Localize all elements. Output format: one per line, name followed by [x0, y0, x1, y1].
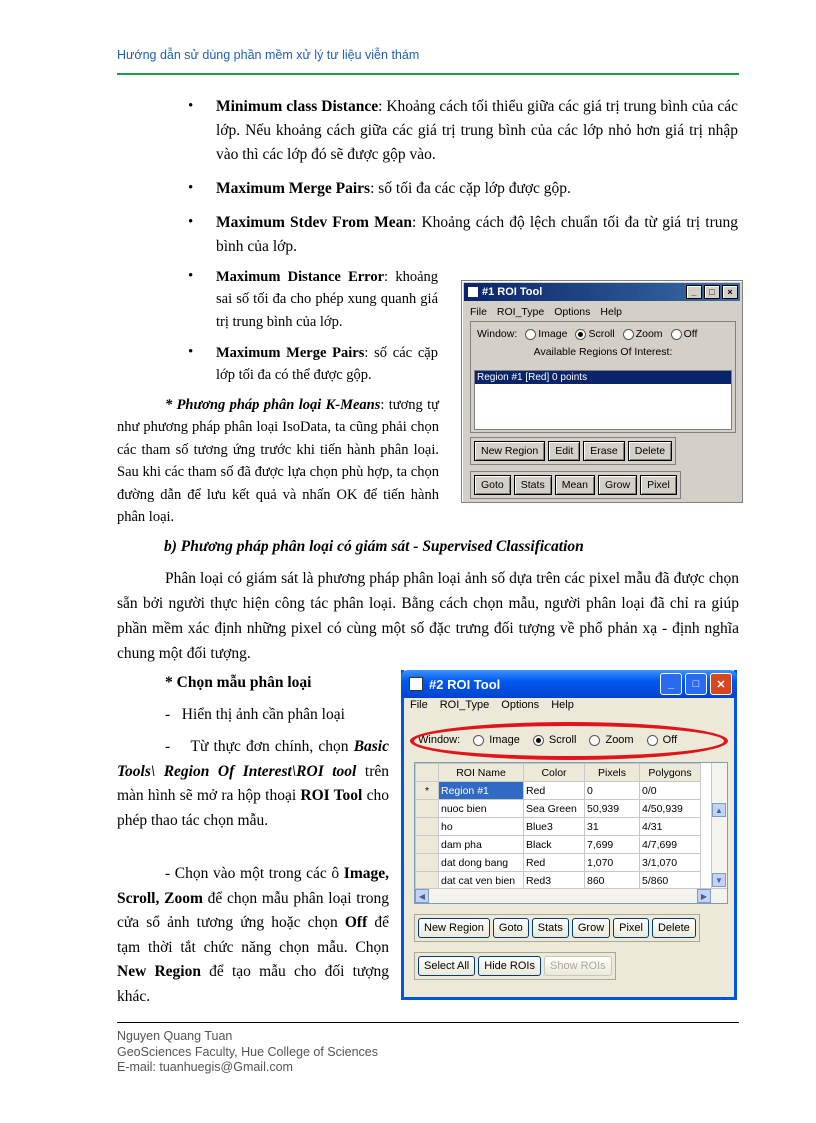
roi-tool-1-button-row-1 [470, 437, 676, 465]
erase-button[interactable]: Erase [583, 441, 624, 461]
sample-step-1: - Hiển thị ảnh cần phân loại [165, 706, 345, 723]
footer [117, 1029, 378, 1076]
footer-author: Nguyen Quang Tuan [117, 1029, 233, 1043]
roi-pixels-cell: 0 [585, 782, 640, 800]
bullet-dot: • [188, 214, 194, 230]
row-marker [416, 800, 439, 818]
supervised-paragraph: Phân loại có giám sát là phương pháp phân loại ảnh số dựa trên các pixel mẫu đã được chọn sẵn bởi người thực hiện công tác phân loại. Bằng cách chọn mẫu, người phân loại đã chỉ ra giúp phần mềm xác định những pixel có cùng một số đặc trưng đối tượng về phổ phản xạ - định nghĩa chung một đối tượng. [117, 570, 739, 662]
radio-zoom[interactable]: Zoom [589, 734, 633, 746]
roi-name-cell[interactable]: dam pha [439, 836, 524, 854]
roi-name-cell[interactable]: ho [439, 818, 524, 836]
scroll-down-icon[interactable]: ▼ [712, 873, 726, 887]
bullet-dot: • [188, 344, 194, 360]
roi-polygons-cell: 5/860 [640, 872, 701, 890]
delete-button[interactable]: Delete [652, 918, 696, 938]
row-marker: * [416, 782, 439, 800]
row-marker [416, 836, 439, 854]
menu-roi-type[interactable]: ROI_Type [496, 306, 545, 318]
bullet-max-stdev: Maximum Stdev From Mean: Khoảng cách độ lệch chuẩn tối đa từ giá trị trung bình của lớp. [216, 214, 738, 255]
bullet-dot: • [188, 98, 194, 114]
show-rois-button: Show ROIs [544, 956, 612, 976]
row-marker [416, 872, 439, 890]
indent-spacer [170, 288, 216, 328]
scroll-up-icon[interactable]: ▲ [712, 803, 726, 817]
column-header-name[interactable]: ROI Name [439, 764, 524, 782]
table-row[interactable] [416, 800, 701, 818]
grow-button[interactable]: Grow [598, 475, 637, 495]
roi-polygons-cell: 3/1,070 [640, 854, 701, 872]
select-all-button[interactable]: Select All [418, 956, 475, 976]
row-marker [416, 854, 439, 872]
roi-table [414, 762, 728, 904]
radio-image[interactable]: Image [525, 328, 567, 340]
bullet-dot: • [188, 268, 194, 284]
goto-button[interactable]: Goto [474, 475, 511, 495]
maximize-icon[interactable]: □ [704, 285, 720, 299]
available-regions-label: Available Regions Of Interest: [533, 346, 673, 358]
hide-rois-button[interactable]: Hide ROIs [478, 956, 541, 976]
app-icon [468, 287, 478, 297]
radio-off[interactable]: Off [647, 734, 678, 746]
bullet-min-class-distance: Minimum class Distance: Khoảng cách tối thiểu giữa các giá trị trung bình của các lớp. Nếu khoảng cách giữa các giá trị trung bình của các lớp nhỏ hơn giá trị nhập vào thì các lớp đó sẽ được gộp vào. [216, 98, 738, 163]
roi-tool-2-menubar [410, 699, 574, 711]
delete-button[interactable]: Delete [628, 441, 672, 461]
footer-divider [117, 1022, 739, 1023]
roi-name-cell[interactable]: dat dong bang [439, 854, 524, 872]
roi-tool-1-panel [470, 321, 736, 433]
roi-color-cell[interactable]: Sea Green [524, 800, 585, 818]
roi-tool-1-titlebar[interactable] [464, 283, 740, 301]
table-row[interactable] [416, 854, 701, 872]
mean-button[interactable]: Mean [555, 475, 595, 495]
roi-color-cell[interactable]: Red [524, 782, 585, 800]
roi-tool-2-window [401, 670, 737, 1000]
menu-help[interactable]: Help [551, 699, 574, 711]
roi-name-cell[interactable]: Region #1 [439, 782, 524, 800]
bullet-dot: • [188, 180, 194, 196]
pixel-button[interactable]: Pixel [640, 475, 677, 495]
radio-image[interactable]: Image [473, 734, 520, 746]
menu-roi-type[interactable]: ROI_Type [439, 699, 490, 711]
roi-tool-1-button-row-2 [470, 471, 681, 499]
row-header-corner [416, 764, 439, 782]
table-row[interactable] [416, 872, 701, 890]
table-row[interactable] [416, 782, 701, 800]
grow-button[interactable]: Grow [572, 918, 610, 938]
roi-polygons-cell: 4/31 [640, 818, 701, 836]
menu-options[interactable]: Options [501, 699, 540, 711]
roi-pixels-cell: 860 [585, 872, 640, 890]
minimize-icon[interactable]: _ [660, 673, 682, 695]
window-label: Window: [477, 328, 518, 340]
sample-heading: * Chọn mẫu phân loại [165, 674, 312, 691]
roi-tool-2-button-row-1 [414, 914, 700, 942]
column-header-color[interactable]: Color [524, 764, 585, 782]
vertical-scrollbar[interactable] [711, 763, 727, 903]
menu-file[interactable]: File [410, 699, 428, 711]
roi-tool-1-title: #1 ROI Tool [482, 286, 543, 298]
roi-pixels-cell: 1,070 [585, 854, 640, 872]
table-row[interactable] [416, 818, 701, 836]
page-header-title: Hướng dẫn sử dùng phần mềm xử lý tư liệu viễn thám [117, 48, 420, 62]
roi-tool-1-menubar [462, 303, 742, 321]
new-region-button[interactable]: New Region [418, 918, 490, 938]
menu-file[interactable]: File [470, 306, 487, 318]
bullet-max-merge-pairs: Maximum Merge Pairs: số tối đa các cặp lớp được gộp. [216, 180, 571, 197]
roi-name-cell[interactable]: nuoc bien [439, 800, 524, 818]
goto-button[interactable]: Goto [493, 918, 529, 938]
table-row[interactable] [416, 836, 701, 854]
roi-color-cell[interactable]: Black [524, 836, 585, 854]
roi-tool-1-window [461, 280, 743, 503]
close-icon[interactable]: ✕ [710, 673, 732, 695]
horizontal-scrollbar[interactable] [415, 888, 727, 903]
bullet-max-distance-error: Maximum Distance Error: khoảng sai số tối đa cho phép xung quanh giá trị trung bình của lớp. [216, 269, 439, 330]
list-item[interactable]: Region #1 [Red] 0 points [475, 371, 731, 384]
scroll-left-icon[interactable]: ◀ [415, 889, 429, 903]
kmeans-paragraph: * Phương pháp phân loại K-Means: tương tự như phương pháp phân loại IsoData, ta cũng phải chọn các tham số tương ứng trước khi tiến hành phân loại. Sau khi các tham số đã được lựa chọn phù hợp, ta chọn đường dẫn để lưu kết quả và nhấn OK để tiến hành phân loại. [117, 397, 439, 526]
close-icon[interactable]: × [722, 285, 738, 299]
roi-tool-2-title: #2 ROI Tool [429, 676, 501, 692]
sample-step-3: - Chọn vào một trong các ô Image, Scroll, Zoom để chọn mẫu phân loại trong cửa sổ ảnh tương ứng hoặc chọn Off để tạm thời tắt chức năng chọn mẫu. Chọn New Region để tạo mẫu cho đối tượng khác. [117, 865, 389, 1005]
roi-color-cell[interactable]: Red3 [524, 872, 585, 890]
minimize-icon[interactable]: _ [686, 285, 702, 299]
highlight-ellipse [410, 722, 728, 760]
pixel-button[interactable]: Pixel [613, 918, 649, 938]
footer-email: E-mail: tuanhuegis@Gmail.com [117, 1060, 293, 1074]
new-region-button[interactable]: New Region [474, 441, 545, 461]
column-header-polygons[interactable]: Polygons [640, 764, 701, 782]
menu-help[interactable]: Help [600, 306, 622, 318]
table-header-row [416, 764, 701, 782]
header-divider [117, 73, 739, 75]
maximize-icon[interactable]: □ [685, 673, 707, 695]
radio-scroll[interactable]: Scroll [575, 328, 614, 340]
menu-options[interactable]: Options [554, 306, 591, 318]
roi-pixels-cell: 50,939 [585, 800, 640, 818]
edit-button[interactable]: Edit [548, 441, 580, 461]
bullet-max-merge-pairs-2: Maximum Merge Pairs: số các cặp lớp tối đa có thể được gộp. [216, 345, 438, 384]
roi-pixels-cell: 7,699 [585, 836, 640, 854]
roi-tool-2-button-row-2 [414, 952, 616, 980]
roi-pixels-cell: 31 [585, 818, 640, 836]
roi-polygons-cell: 0/0 [640, 782, 701, 800]
section-b-heading: b) Phương pháp phân loại có giám sát - Supervised Classification [164, 538, 584, 555]
stats-button[interactable]: Stats [514, 475, 552, 495]
roi-polygons-cell: 4/50,939 [640, 800, 701, 818]
regions-list[interactable] [474, 370, 732, 430]
radio-scroll[interactable]: Scroll [533, 734, 577, 746]
roi-tool-2-titlebar[interactable] [401, 670, 737, 698]
roi-name-cell[interactable]: dat cat ven bien [439, 872, 524, 890]
sample-step-2: - Từ thực đơn chính, chọn Basic Tools\ Region Of Interest\ROI tool trên màn hình sẽ mở ra hộp thoại ROI Tool cho phép thao tác chọn mẫu. [117, 738, 393, 829]
radio-off[interactable]: Off [671, 328, 698, 340]
roi-color-cell[interactable]: Blue3 [524, 818, 585, 836]
window-radio-group [471, 322, 735, 340]
window-label: Window: [418, 734, 461, 746]
footer-faculty: GeoSciences Faculty, Hue College of Sciences [117, 1044, 379, 1059]
app-icon [409, 677, 423, 691]
row-marker [416, 818, 439, 836]
roi-color-cell[interactable]: Red [524, 854, 585, 872]
column-header-pixels[interactable]: Pixels [585, 764, 640, 782]
stats-button[interactable]: Stats [532, 918, 569, 938]
scroll-right-icon[interactable]: ▶ [697, 889, 711, 903]
roi-polygons-cell: 4/7,699 [640, 836, 701, 854]
radio-zoom[interactable]: Zoom [623, 328, 663, 340]
